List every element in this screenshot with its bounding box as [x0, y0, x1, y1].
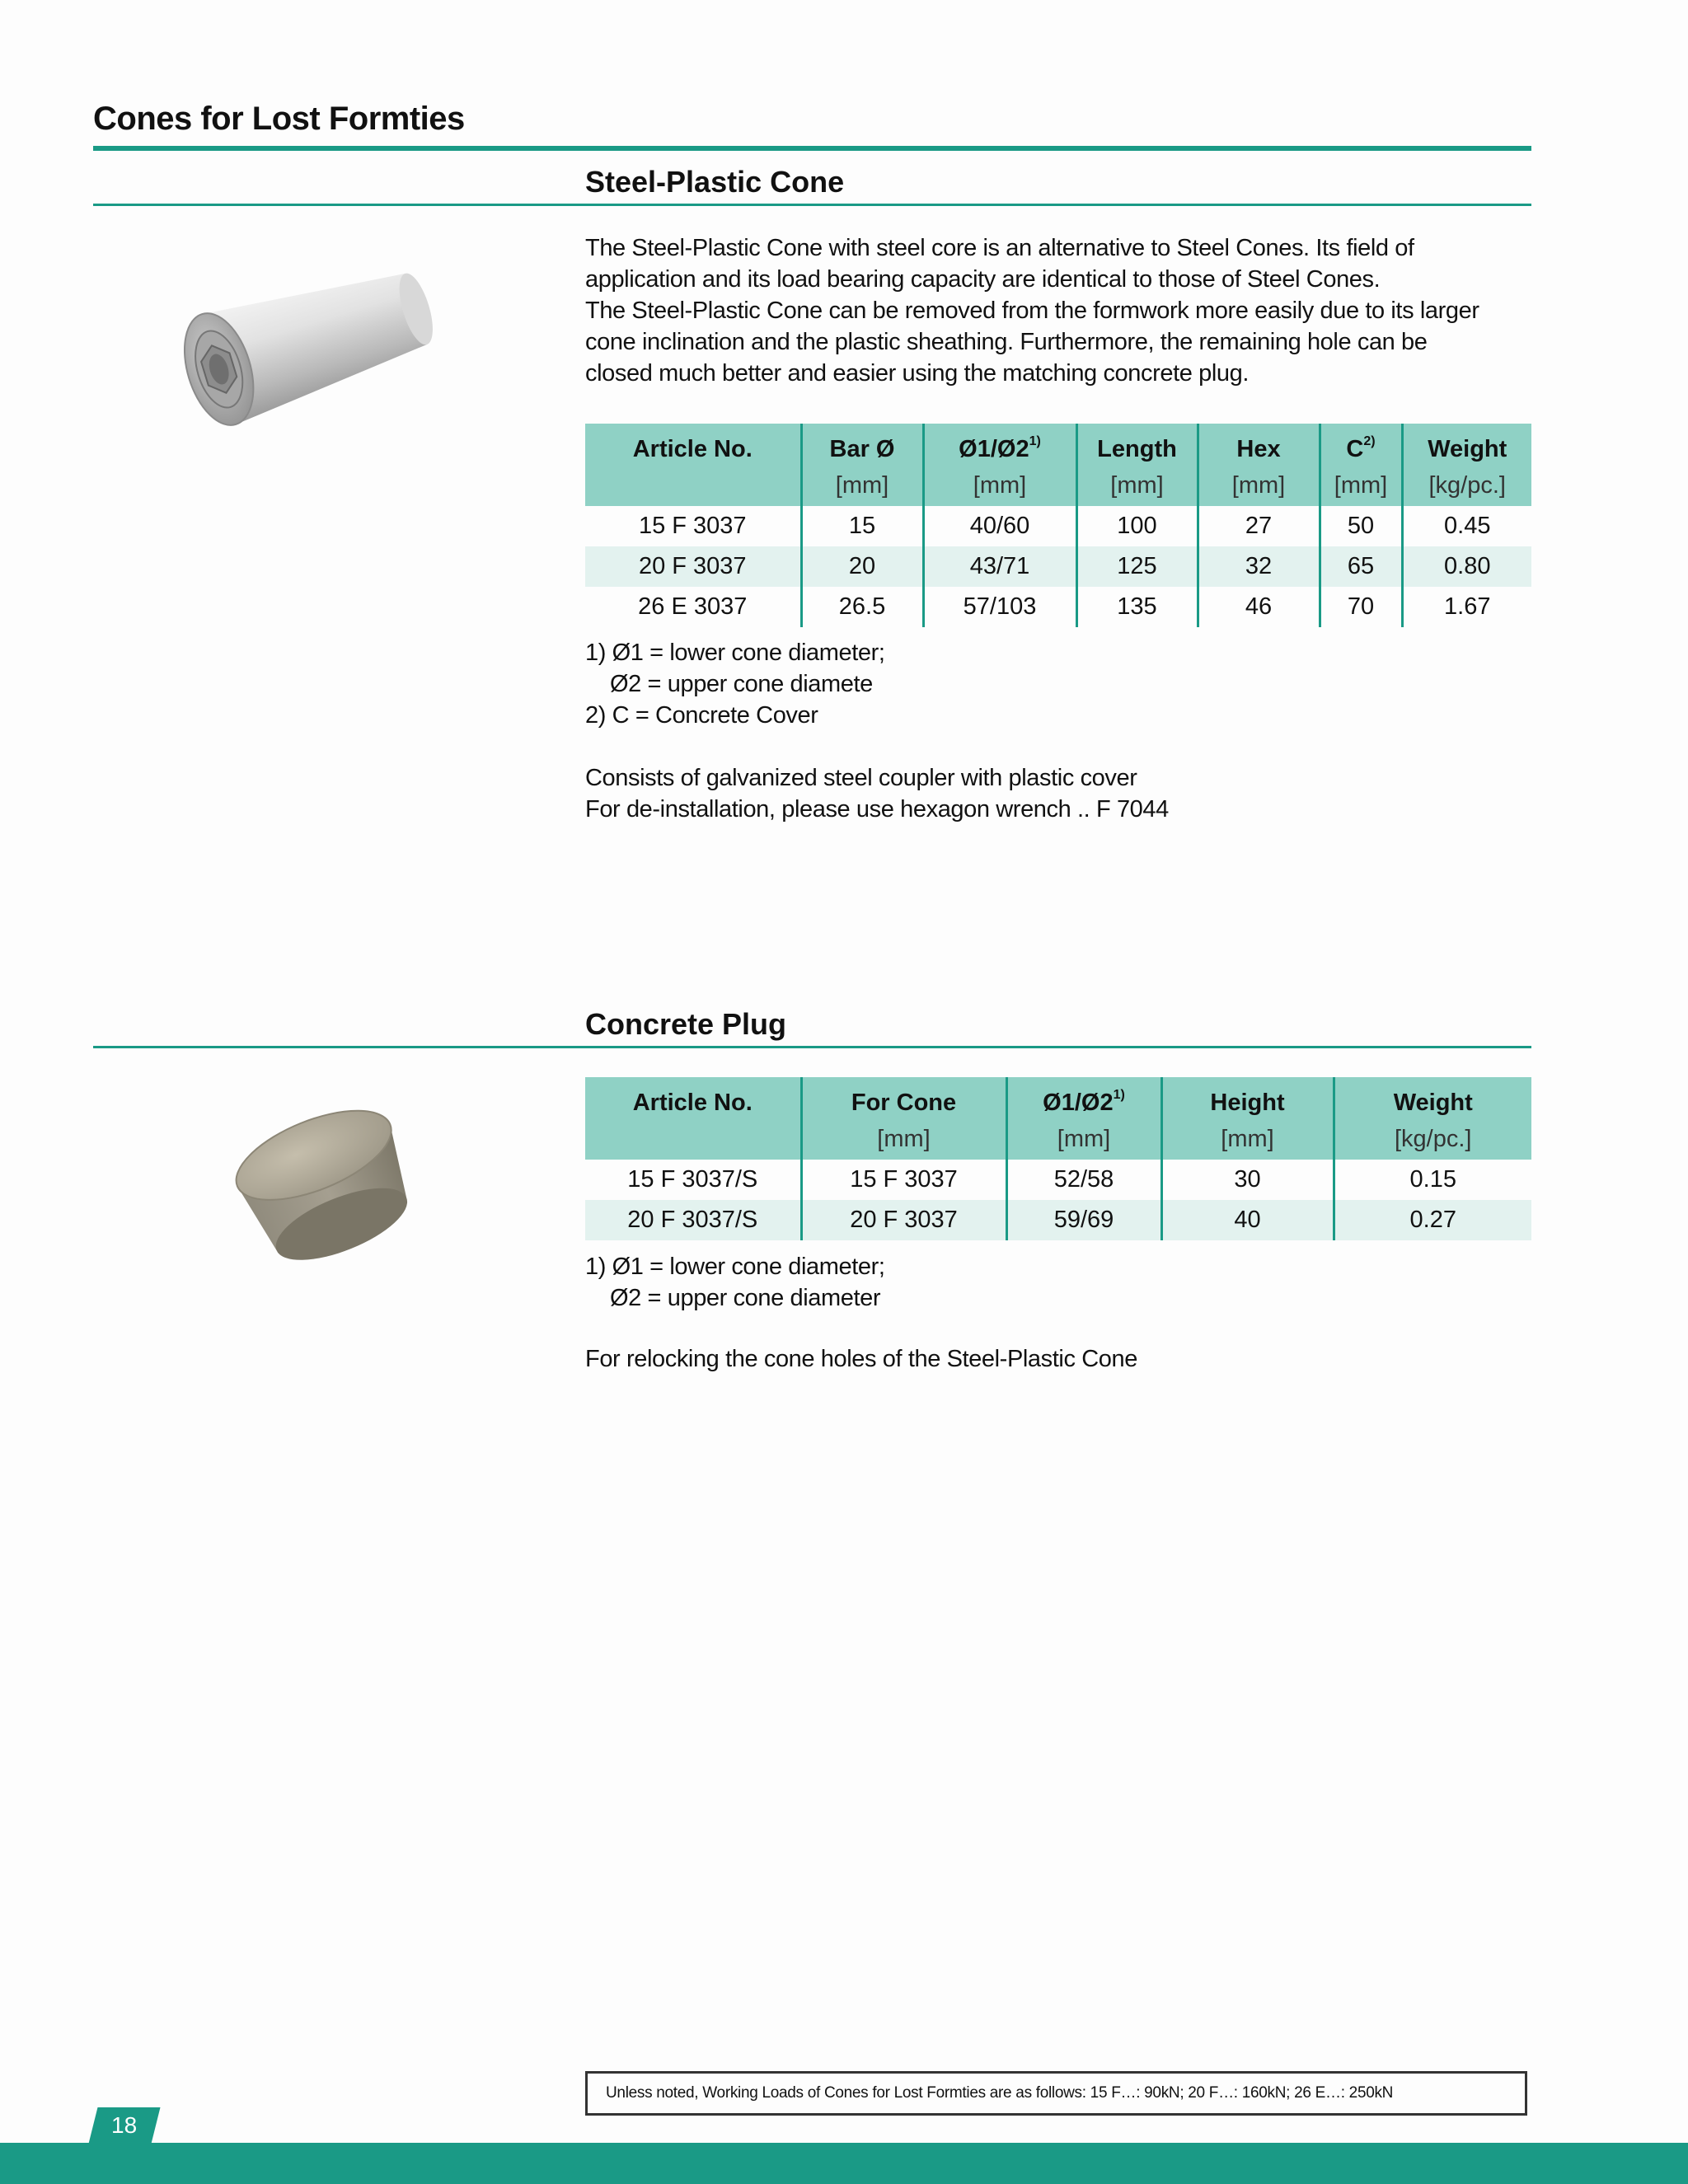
concrete-plug-footnotes [585, 1251, 1533, 1314]
column-header: Weight [1402, 424, 1531, 465]
table-cell: 46 [1198, 587, 1320, 627]
table-row [585, 1200, 1531, 1240]
table-units-row [585, 1118, 1531, 1160]
table-cell: 0.45 [1402, 506, 1531, 546]
table-cell: 15 F 3037 [638, 513, 747, 539]
table-cell: 15 F 3037/S [627, 1166, 758, 1193]
steel-plastic-cone-notes [585, 762, 1533, 825]
description-line: The Steel-Plastic Cone can be removed from the formwork more easily due to its larger [585, 298, 1479, 324]
unit-cell: [mm] [1198, 465, 1320, 506]
footnote: 1) Ø1 = lower cone diameter; [585, 1254, 885, 1280]
table-cell: 20 F 3037 [801, 1200, 1006, 1240]
table-cell: 20 F 3037 [585, 546, 801, 587]
column-header: Length [1076, 424, 1198, 465]
table-cell: 20 [801, 546, 923, 587]
column-header: Bar Ø [801, 424, 923, 465]
unit-cell: [mm] [1161, 1118, 1334, 1160]
table-cell: 1.67 [1402, 587, 1531, 627]
table-cell: 135 [1076, 587, 1198, 627]
table-cell: 70 [1320, 587, 1402, 627]
footnote-marker: 1) [1113, 1088, 1125, 1102]
table-cell: 32 [1198, 546, 1320, 587]
steel-plastic-cone-description [585, 232, 1533, 389]
table-row [585, 587, 1531, 627]
table-cell: 0.15 [1334, 1160, 1531, 1200]
footnote: 1) Ø1 = lower cone diameter; [585, 640, 885, 666]
unit-cell: [kg/pc.] [1402, 465, 1531, 506]
table-cell: 26 E 3037 [638, 593, 748, 620]
column-header: $C^{2)}$ [1320, 424, 1402, 465]
table-row [585, 1160, 1531, 1200]
steel-plastic-cone-footnotes [585, 637, 1533, 731]
column-header: Article No. [585, 1077, 801, 1118]
table-cell: 52/58 [1006, 1160, 1161, 1200]
page-number: 18 [89, 2107, 161, 2144]
table-cell: 20 F 3037/S [585, 1200, 801, 1240]
section-title-steel-plastic-cone: Steel-Plastic Cone [585, 165, 845, 199]
description-line: application and its load bearing capacity are identical to those of Steel Cones. [585, 266, 1381, 293]
concrete-plug-notes [585, 1343, 1533, 1375]
table-cell: 43/71 [923, 546, 1076, 587]
section-divider [93, 204, 1531, 206]
unit-cell: [mm] [1076, 465, 1198, 506]
footer-bar [0, 2143, 1688, 2184]
unit-cell: [mm] [801, 1118, 1006, 1160]
table-row [585, 506, 1531, 546]
steel-plastic-cone-table [585, 424, 1531, 627]
column-header: Height [1161, 1077, 1334, 1118]
column-header: For Cone [801, 1077, 1006, 1118]
note-line: For relocking the cone holes of the Steel-Plastic Cone [585, 1346, 1137, 1372]
table-row [585, 546, 1531, 587]
table-cell: 50 [1320, 506, 1402, 546]
note-line: Consists of galvanized steel coupler with plastic cover [585, 765, 1137, 791]
table-cell: 125 [1076, 546, 1198, 587]
column-header: Article No. [585, 424, 801, 465]
table-cell: 100 [1076, 506, 1198, 546]
description-line: closed much better and easier using the matching concrete plug. [585, 360, 1250, 387]
table-header-row [585, 1077, 1531, 1118]
concrete-plug-image [214, 1076, 429, 1273]
footnote-marker: 2) [1363, 434, 1376, 448]
unit-cell [585, 465, 801, 506]
unit-cell: [mm] [923, 465, 1076, 506]
column-header: Ø1/Ø2$^{1)}$ [1006, 1077, 1161, 1118]
footnote: Ø2 = upper cone diamete [610, 671, 873, 697]
table-cell: 0.80 [1402, 546, 1531, 587]
table-cell: 15 [801, 506, 923, 546]
table-units-row [585, 465, 1531, 506]
working-loads-note: Unless noted, Working Loads of Cones for Lost Formties are as follows: 15 F…: 90kN; 20 F…: 160kN; 26 E…: 250kN [585, 2071, 1527, 2116]
unit-cell: [mm] [1006, 1118, 1161, 1160]
steel-plastic-cone-image [181, 239, 462, 437]
footnote-marker: 1) [1029, 434, 1041, 448]
table-cell: 30 [1161, 1160, 1334, 1200]
column-header: Ø1/Ø2$^{1)}$ [923, 424, 1076, 465]
page-title: Cones for Lost Formties [93, 101, 465, 137]
description-line: The Steel-Plastic Cone with steel core is an alternative to Steel Cones. Its field of [585, 235, 1414, 261]
table-cell: 26.5 [801, 587, 923, 627]
table-cell: 65 [1320, 546, 1402, 587]
footnote: 2) C = Concrete Cover [585, 702, 818, 729]
table-cell: 15 F 3037 [801, 1160, 1006, 1200]
title-divider [93, 146, 1531, 151]
table-header-row [585, 424, 1531, 465]
note-line: For de-installation, please use hexagon wrench .. F 7044 [585, 796, 1169, 823]
concrete-plug-table [585, 1077, 1531, 1240]
unit-cell: [mm] [801, 465, 923, 506]
column-header: Weight [1334, 1077, 1531, 1118]
table-cell: 27 [1198, 506, 1320, 546]
unit-cell: [kg/pc.] [1334, 1118, 1531, 1160]
table-cell: 40/60 [923, 506, 1076, 546]
section-divider [93, 1046, 1531, 1048]
section-title-concrete-plug: Concrete Plug [585, 1007, 787, 1041]
table-cell: 59/69 [1006, 1200, 1161, 1240]
table-cell: 57/103 [923, 587, 1076, 627]
table-cell: 0.27 [1334, 1200, 1531, 1240]
footnote: Ø2 = upper cone diameter [610, 1285, 881, 1311]
column-header: Hex [1198, 424, 1320, 465]
unit-cell [585, 1118, 801, 1160]
description-line: cone inclination and the plastic sheathing. Furthermore, the remaining hole can be [585, 329, 1428, 355]
unit-cell: [mm] [1320, 465, 1402, 506]
table-cell: 40 [1161, 1200, 1334, 1240]
